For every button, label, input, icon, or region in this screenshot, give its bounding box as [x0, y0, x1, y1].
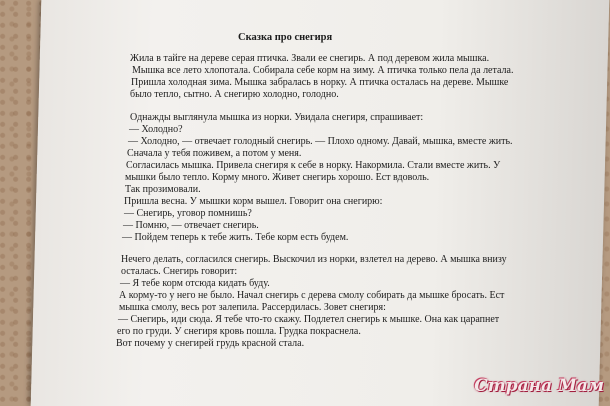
- story-line: Так прозимовали.: [125, 184, 201, 195]
- story-line: Однажды выглянула мышка из норки. Увидала снегиря, спрашивает:: [130, 112, 424, 123]
- story-line: Мышка все лето хлопотала. Собирала себе корм на зиму. А птичка только пела да летала.: [132, 65, 514, 76]
- story-line: мышки было тепло. Корму много. Живет снегирь хорошо. Ест вдоволь.: [125, 172, 430, 183]
- story-line: — Снегирь, иди сюда. Я тебе что-то скажу. Подлетел снегирь к мышке. Она как царапнет: [118, 314, 500, 325]
- story-line: Пришла холодная зима. Мышка забралась в норку. А птичка осталась на дереве. Мышке: [131, 77, 509, 88]
- story-line: — Холодно, — отвечает голодный снегирь. — Плохо одному. Давай, мышка, вместе жить.: [128, 136, 513, 147]
- story-line: — Я тебе корм отсюда кидать буду.: [120, 278, 270, 289]
- story-line: Согласилась мышка. Привела снегиря к себе в норку. Накормила. Стали вместе жить. У: [126, 160, 501, 171]
- story-line: — Пойдем теперь к тебе жить. Тебе корм есть будем.: [122, 232, 349, 243]
- story-line: — Снегирь, уговор помнишь?: [124, 208, 252, 219]
- watermark-logo: Страна Мам: [474, 376, 604, 396]
- story-line: — Помню, — отвечает снегирь.: [123, 220, 259, 231]
- story-line: — Холодно?: [129, 124, 183, 135]
- story-line: его по груди. У снегиря кровь пошла. Грудка покраснела.: [117, 326, 361, 337]
- story-line: А корму-то у него не было. Начал снегирь с дерева смолу собирать да мышке бросать. Ест: [119, 290, 505, 301]
- story-line: мышка смолу, весь рот залепила. Рассердилась. Зовет снегиря:: [119, 302, 386, 313]
- story-line: Жила в тайге на дереве серая птичка. Звали ее снегирь. А под деревом жила мышка.: [130, 53, 490, 64]
- story-line: Нечего делать, согласился снегирь. Выскочил из норки, взлетел на дерево. А мышка внизу: [121, 254, 507, 265]
- story-line: Сначала у тебя поживем, а потом у меня.: [127, 148, 302, 159]
- story-line: Вот почему у снегирей грудь красной стала.: [116, 338, 305, 349]
- story-line: было тепло, сытно. А снегирю холодно, голодно.: [130, 89, 339, 100]
- story-title: Сказка про снегиря: [238, 32, 333, 43]
- story-line: Пришла весна. У мышки корм вышел. Говорит она снегирю:: [124, 196, 383, 207]
- story-line: осталась. Снегирь говорит:: [121, 266, 238, 277]
